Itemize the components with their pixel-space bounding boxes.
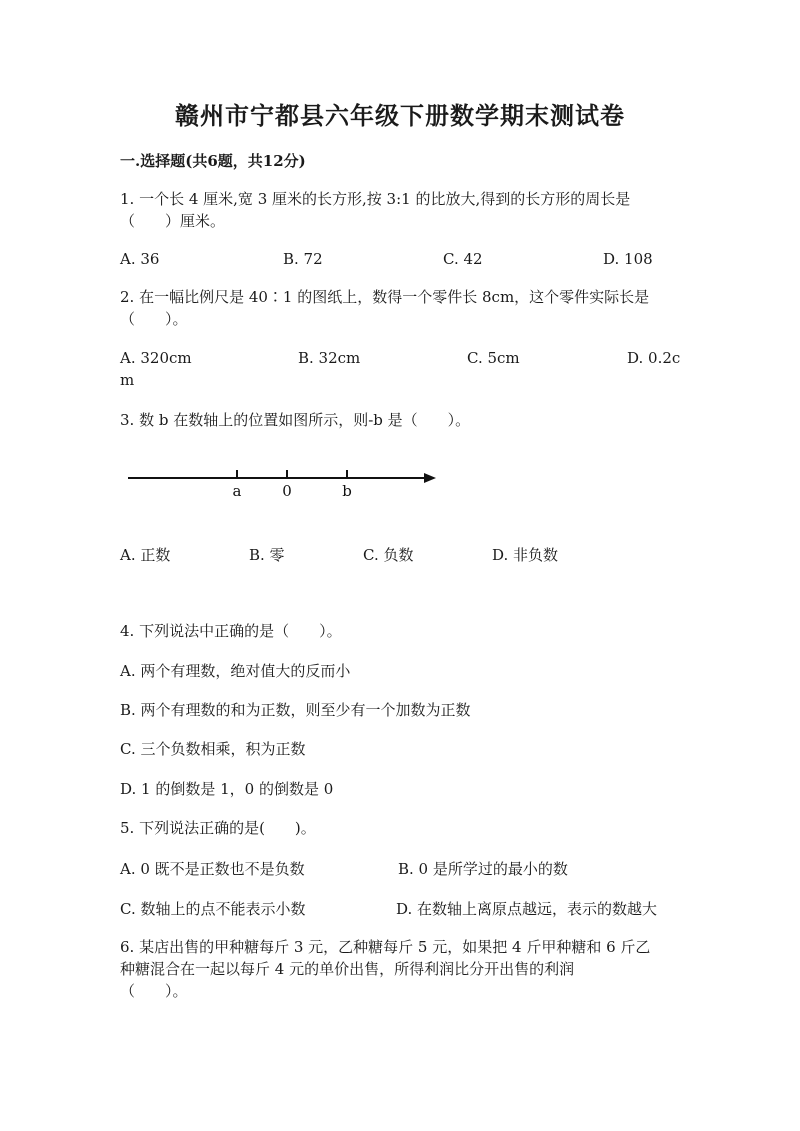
number-line-arrow-icon <box>424 473 436 483</box>
question-6-line-1: 6. 某店出售的甲种糖每斤 3 元，乙种糖每斤 5 元，如果把 4 斤甲种糖和 6 斤乙 <box>120 938 651 956</box>
question-2-line-2: （ ）。 <box>120 310 188 328</box>
question-2-line-1: 2. 在一幅比例尺是 40∶1 的图纸上，数得一个零件长 8cm，这个零件实际长是 <box>120 288 650 306</box>
question-4-line-1: 4. 下列说法中正确的是（ ）。 <box>120 622 342 640</box>
question-1-option-d: D. 108 <box>603 250 653 268</box>
question-2-option-a: A. 320cm <box>120 349 192 367</box>
section-heading: 一.选择题(共6题，共12分) <box>120 152 306 170</box>
question-1-option-a: A. 36 <box>120 250 160 268</box>
question-1-line-1: 1. 一个长 4 厘米,宽 3 厘米的长方形,按 3:1 的比放大,得到的长方形的周长是 <box>120 190 631 208</box>
number-line-label-a: a <box>232 482 242 500</box>
question-3-option-c: C. 负数 <box>363 546 414 564</box>
question-2-option-c: C. 5cm <box>467 349 520 367</box>
question-3-option-b: B. 零 <box>249 546 285 564</box>
question-2-option-d: D. 0.2c <box>627 349 681 367</box>
question-4-option-d: D. 1 的倒数是 1，0 的倒数是 0 <box>120 780 334 798</box>
question-4-option-a: A. 两个有理数，绝对值大的反而小 <box>120 662 351 680</box>
question-1-line-2: （ ）厘米。 <box>120 212 226 230</box>
question-3-line-1: 3. 数 b 在数轴上的位置如图所示，则-b 是（ ）。 <box>120 411 471 429</box>
question-4-option-b: B. 两个有理数的和为正数，则至少有一个加数为正数 <box>120 701 471 719</box>
question-3-option-d: D. 非负数 <box>492 546 559 564</box>
number-line-figure <box>120 462 450 502</box>
question-5-option-c: C. 数轴上的点不能表示小数 <box>120 900 306 918</box>
question-5-option-d: D. 在数轴上离原点越远，表示的数越大 <box>396 900 658 918</box>
number-line-label-0: 0 <box>282 482 292 500</box>
question-6-line-3: （ ）。 <box>120 982 188 1000</box>
question-2-option-b: B. 32cm <box>298 349 361 367</box>
question-4-option-c: C. 三个负数相乘，积为正数 <box>120 740 306 758</box>
question-1-option-c: C. 42 <box>443 250 483 268</box>
number-line-label-b: b <box>342 482 352 500</box>
question-1-option-b: B. 72 <box>283 250 323 268</box>
question-5-option-b: B. 0 是所学过的最小的数 <box>398 860 568 878</box>
page-title: 赣州市宁都县六年级下册数学期末测试卷 <box>175 101 625 130</box>
question-5-line-1: 5. 下列说法正确的是( )。 <box>120 819 316 837</box>
question-6-line-2: 种糖混合在一起以每斤 4 元的单价出售，所得利润比分开出售的利润 <box>120 960 575 978</box>
question-2-option-d-wrap: m <box>120 371 135 389</box>
question-3-option-a: A. 正数 <box>120 546 171 564</box>
question-5-option-a: A. 0 既不是正数也不是负数 <box>120 860 305 878</box>
